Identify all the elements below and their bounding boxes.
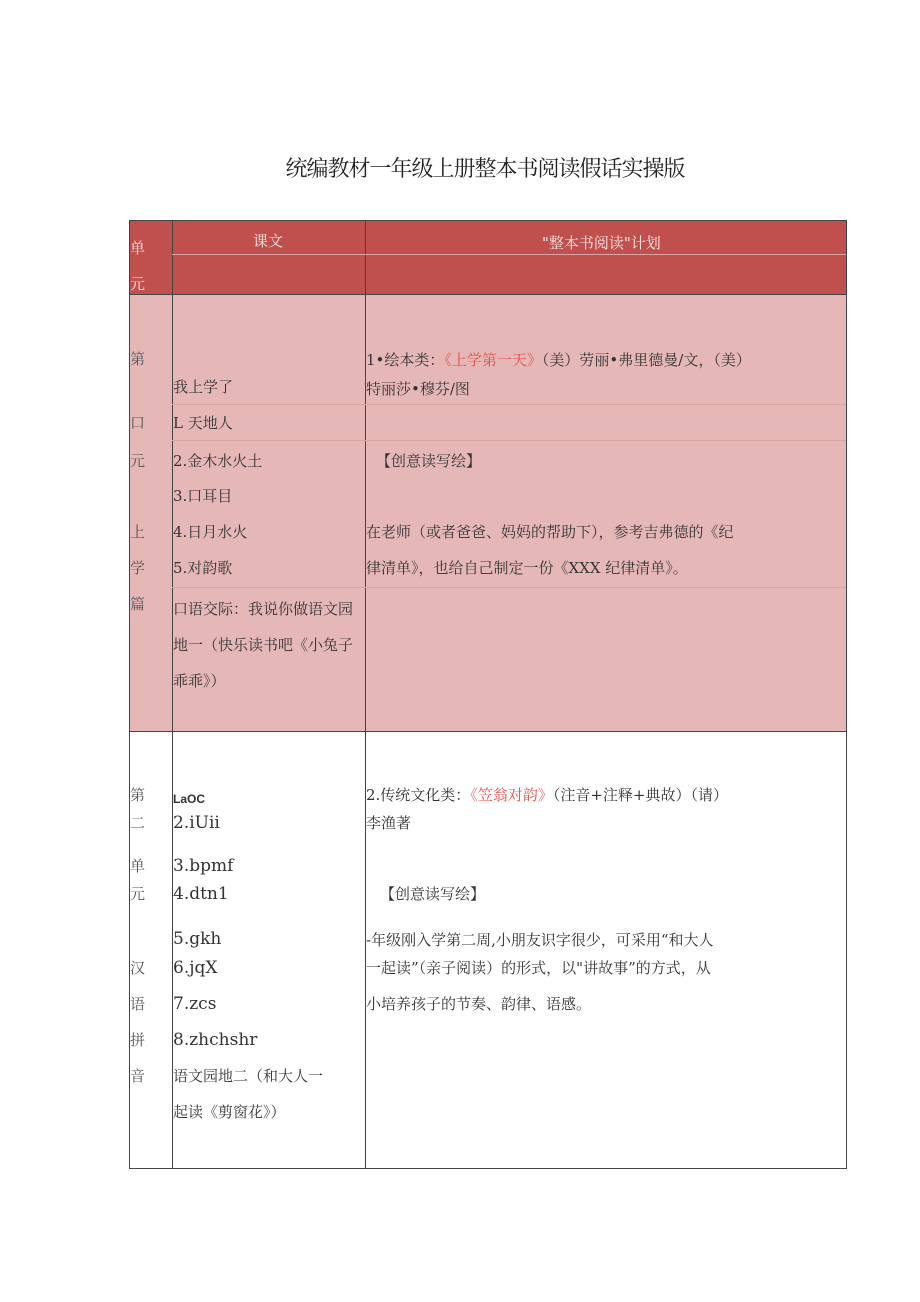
unit2-lesson: 4.dtn1 (173, 884, 229, 904)
unit1-plan-item-line2: 特丽莎•穆芬/图 (366, 380, 470, 398)
unit1-lesson: 4.日月水火 (173, 523, 248, 541)
unit2-lesson: 7.zcs (173, 994, 217, 1014)
unit2-char: 汉 (130, 959, 146, 977)
unit2-lesson: 5.gkh (173, 929, 222, 949)
unit1-lesson: 口语交际：我说你做语文园 (173, 600, 354, 618)
unit1-char: 第 (130, 350, 146, 368)
header-lesson: 课文 (253, 232, 284, 250)
unit1-plan-prefix: 1•绘本类： (366, 351, 445, 369)
unit2-plan-task-line3: 小培养孩子的节奏、韵律、语感。 (366, 995, 592, 1013)
unit2-plan-suffix: （注音+注释+典故）（请） (552, 786, 728, 804)
unit2-char: 单 (130, 857, 146, 875)
unit1-plan-item (366, 350, 751, 370)
unit1-char: 上 (130, 523, 146, 541)
unit2-lesson: LaOC (173, 792, 206, 806)
unit2-char: 语 (130, 995, 146, 1013)
unit1-char: 学 (130, 559, 146, 577)
unit1-lesson: 我上学了 (173, 378, 234, 396)
unit2-char: 二 (130, 814, 146, 832)
unit2-lesson: 6.jqX (173, 958, 218, 978)
unit1-lesson: 3.口耳目 (173, 487, 233, 505)
unit1-lesson: 5.对韵歌 (173, 559, 233, 577)
unit2-char: 音 (130, 1067, 146, 1085)
unit1-char: 口 (130, 414, 146, 432)
unit2-plan-task-line1: -年级刚入学第二周,小朋友识字很少，可采用“和大人 (366, 931, 714, 949)
unit2-plan-item (366, 785, 728, 805)
unit2-lesson: 起读《剪窗花》） (173, 1103, 286, 1121)
unit1-plan-suffix: （美）劳丽•弗里德曼/文，（美） (541, 351, 751, 369)
unit2-plan-task-line2: 一起读”（亲子阅读）的形式，以"讲故事”的方式，从 (366, 959, 711, 977)
unit1-plan-task-line2: 律清单》，也给自己制定一份《XXX 纪律清单》。 (366, 559, 688, 577)
unit1-lesson: 地一（快乐读书吧《小兔子 (173, 636, 354, 654)
unit2-lesson: 8.zhchshr (173, 1030, 258, 1050)
unit1-lesson: L 天地人 (173, 414, 233, 432)
unit1-lesson: 乖乖》） (173, 672, 226, 690)
unit2-char: 第 (130, 786, 146, 804)
unit1-char: 元 (130, 452, 146, 470)
unit2-lesson: 2.iUii (173, 813, 220, 833)
unit2-char: 拼 (130, 1031, 146, 1049)
document-title: 统编教材一年级上册整本书阅读假话实操版 (285, 157, 685, 182)
unit2-plan-section: 【创意读写绘】 (380, 885, 486, 903)
unit2-plan-item-line2: 李渔著 (366, 814, 412, 832)
unit1-char: 篇 (130, 595, 146, 613)
unit1-plan-book-title: 《上学第一天》 (444, 351, 542, 369)
unit2-plan-prefix: 2.传统文化类： (366, 786, 471, 804)
unit2-char: 元 (130, 885, 146, 903)
header-unit-char-2: 元 (130, 275, 146, 293)
unit2-plan-book-title: 《笠翁对韵》 (470, 786, 553, 804)
table-header-band (129, 220, 846, 294)
unit2-lesson: 3.bpmf (173, 856, 234, 876)
unit1-plan-section: 【创意读写绘】 (376, 452, 482, 470)
unit1-lesson: 2.金木水火土 (173, 452, 263, 470)
unit2-lesson: 语文园地二（和大人一 (173, 1067, 324, 1085)
unit1-plan-task-line1: 在老师（或者爸爸、妈妈的帮助下），参考吉弗德的《纪 (366, 523, 734, 541)
header-unit-char-1: 单 (130, 239, 146, 257)
header-plan: "整本书阅读"计划 (542, 234, 661, 252)
